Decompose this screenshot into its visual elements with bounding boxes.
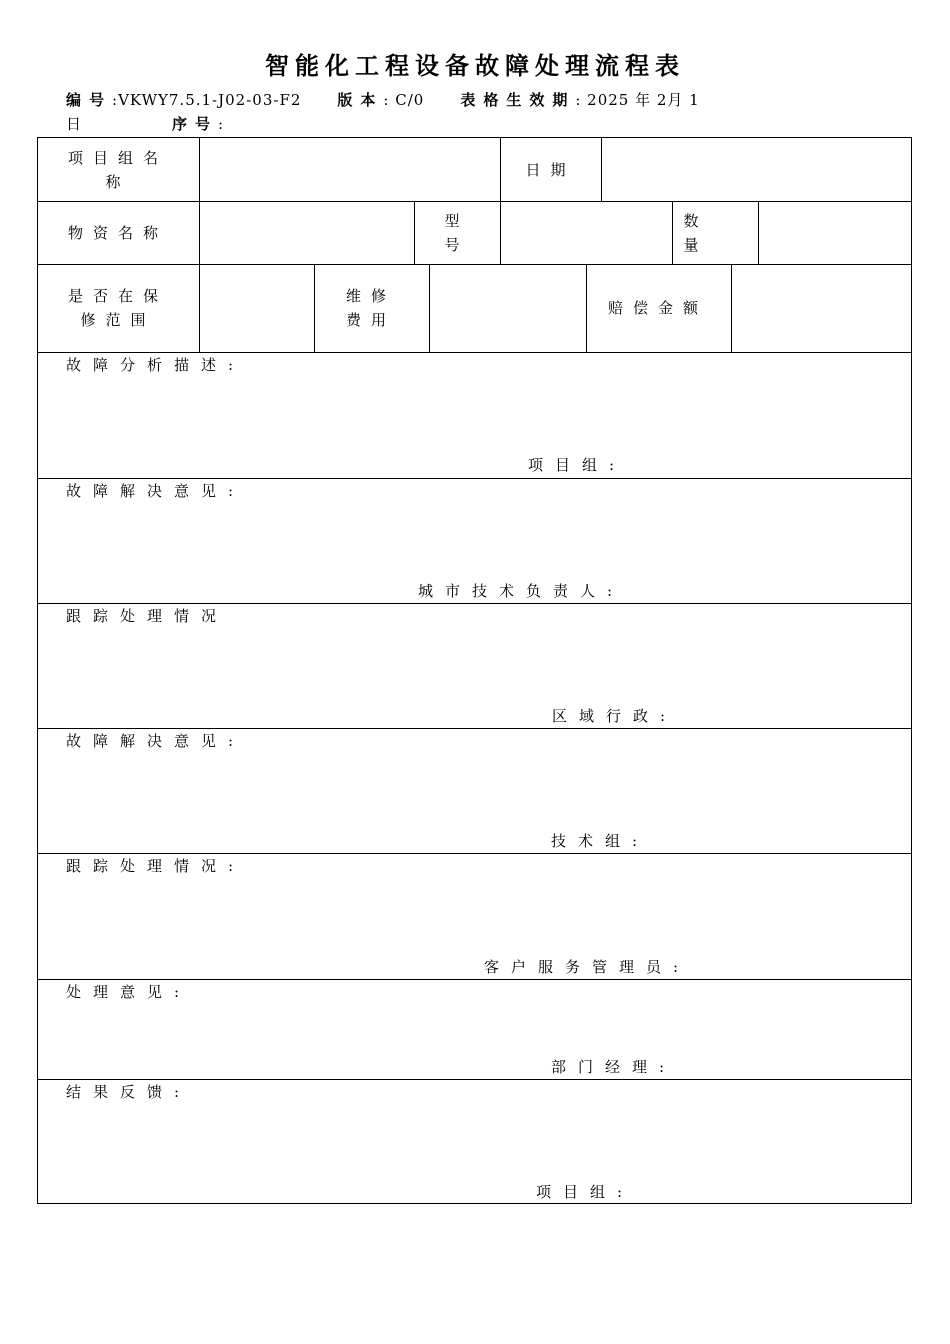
model-label: 型号 <box>444 211 470 254</box>
section-tracking-sign: 区域行政: <box>552 707 678 725</box>
section-fault-solution-sign: 城市技术负责人: <box>418 582 625 600</box>
section-handling-opinion-label: 处理意见: <box>66 983 192 1001</box>
code-value: :VKWY7.5.1-J02-03-F2 <box>112 91 302 109</box>
page-title: 智能化工程设备故障处理流程表 <box>265 51 685 80</box>
section-fault-solution-2-sign: 技术组: <box>551 832 650 850</box>
section-result-feedback-label: 结果反馈: <box>66 1083 192 1101</box>
section-fault-analysis-label: 故障分析描述: <box>66 356 246 374</box>
form-table <box>37 137 912 1204</box>
version-label: 版本 <box>337 91 384 109</box>
material-name-label: 物资名称 <box>68 223 169 242</box>
section-tracking-label: 跟踪处理情况 <box>66 607 229 625</box>
serial-value: : <box>218 115 225 133</box>
section-fault-analysis-sign: 项目组: <box>528 456 627 474</box>
section-fault-solution-2-label: 故障解决意见: <box>66 732 246 750</box>
effective-date-value: : 2025 年 2月 1 <box>575 91 700 109</box>
section-tracking-2-sign: 客户服务管理员: <box>484 958 691 976</box>
effective-date-day: 日 <box>66 115 83 133</box>
section-fault-solution-label: 故障解决意见: <box>66 482 246 500</box>
warranty-label: 是否在保修范围 <box>68 287 169 329</box>
section-tracking-2-label: 跟踪处理情况: <box>66 857 246 875</box>
document-meta <box>66 88 896 136</box>
project-group-name-label: 项目组名称 <box>68 148 169 191</box>
compensation-label: 赔偿金额 <box>607 299 708 317</box>
section-result-feedback-sign: 项目组: <box>536 1183 635 1201</box>
repair-cost-label: 维修费用 <box>345 287 396 329</box>
effective-date-label: 表格生效期 <box>460 91 576 109</box>
section-handling-opinion-sign: 部门经理: <box>551 1058 677 1076</box>
date-label: 日期 <box>525 160 576 179</box>
quantity-label: 数量 <box>683 211 709 254</box>
serial-label: 序号 <box>172 115 219 133</box>
code-label: 编号 <box>66 91 113 109</box>
version-value: : C/0 <box>383 91 425 109</box>
